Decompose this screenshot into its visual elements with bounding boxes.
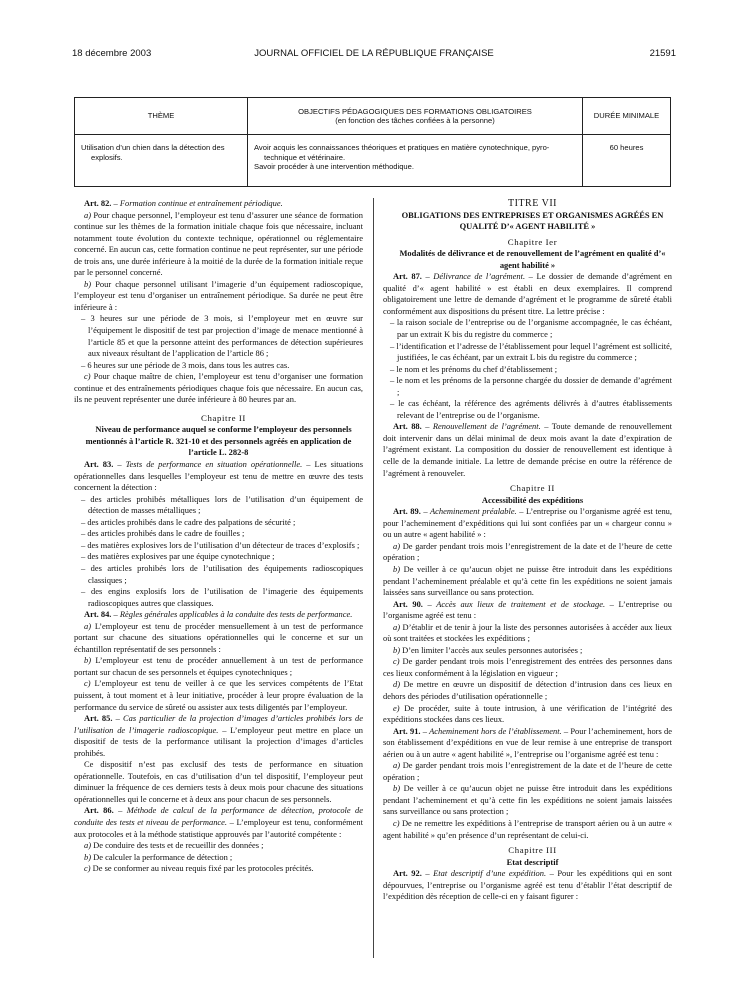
cell-obj-line3: Savoir procéder à une intervention méthodique. [254, 162, 414, 171]
cell-theme-line2: explosifs. [91, 152, 123, 162]
article-85-text: Art. 85. – Cas particulier de la projection d’images d’articles prohibés lors de l’utilisation de l’imagerie radioscopique. – L’employeur peut mettre en place un dispositif de tests de la performance utilisant la projection d’images d’articles prohibés. [74, 713, 364, 758]
article-89-text: Art. 89. – Acheminement préalable. – L’entreprise ou l’organisme agréé est tenu, pour l’acheminement d’expéditions qui lui sont confiées par un « chargeur connu » ou un autre « agent habilité » : [383, 506, 673, 540]
cell-obj-line1: Avoir acquis les connaissances théoriques et pratiques en matière cynotechnique, pyro- [254, 143, 550, 152]
article-91-text: Art. 91. – Acheminement hors de l’établissement. – Pour l’acheminement, hors de son établissement d’expéditions en vue de leur remise à une entreprise de transport aérien ou à un autre « agent habilité », l’entreprise ou l’organisme agréé est tenu : [383, 725, 672, 759]
list-item: – des articles prohibés dans le cadre de fouilles ; [81, 528, 245, 539]
article-90-para-c: c) De garder pendant trois mois l’enregistrement des entrées des personnes dans ces lieux conformément à la législation en vigueur ; [383, 656, 673, 678]
article-84-para-a: a) L’employeur est tenu de procéder mensuellement à un test de performance portant sur chacune des situations opérationnelles qui le concerne et sur un échantillon représentatif de ses personnels : [74, 620, 363, 654]
article-91-para-c: c) De ne remettre les expéditions à l’entreprise de transport aérien ou à un autre « agent habilité » qu’en présence d’un représentant de celui-ci. [383, 817, 673, 840]
titre-7-heading: TITRE VII [507, 198, 558, 209]
article-91-para-a: a) De garder pendant trois mois l’enregistrement de la date et de l’heure de cette opération ; [383, 760, 673, 782]
article-88-text: Art. 88. – Renouvellement de l’agrément. – Toute demande de renouvellement doit intervenir dans un délai minimal de deux mois avant la date d’expiration de l’agrément existant. La composition du dossier de renouvellement est identique à celle de la demande initiale. La lettre de demande précise en outre la référence de l’agrément à renouveler. [383, 421, 673, 478]
left-column [74, 198, 363, 875]
article-90-para-e: e) De procéder, suite à toute intrusion, à une vérification de l’intégrité des expéditions stockées dans ces lieux. [383, 702, 673, 725]
list-item: – 3 heures sur une période de 3 mois, si l’employeur met en œuvre sur l’équipement le dispositif de test par projection d’image de menace mentionné à l’article 85 et que la personne atteint des performances de détection supérieures aux niveaux résultant de l’application de l’article 86 ; [81, 313, 363, 359]
page-header [72, 48, 676, 62]
article-92-text: Art. 92. – Etat descriptif d’une expédition. – Pour les expéditions qui en sont dépourvues, l’entreprise ou l’organisme agréé est tenu d’établir l’état descriptif de l’expédition dès réception de celle-ci en y faisant figurer : [383, 868, 673, 902]
article-84-para-b: b) L’employeur est tenu de procéder annuellement à un test de performance portant sur chacun de ses personnels et équipes cynotechniques ; [74, 655, 363, 677]
article-90-para-a: a) D’établir et de tenir à jour la liste des personnes autorisées à accéder aux lieux où sont traitées et stockées les expéditions ; [383, 621, 673, 644]
article-84-heading: Art. 84. – Règles générales applicables à la conduite des tests de performance. [84, 609, 353, 620]
column-divider [373, 198, 374, 958]
article-84-para-c: c) L’employeur est tenu de veiller à ce que les services compétents de l’Etat puissent, à tout moment et à leur initiative, procéder à leur propre évaluation de la performance du service de sûreté ou assister aux tests diligentés par l’employeur. [74, 678, 364, 712]
article-89-para-a: a) De garder pendant trois mois l’enregistrement de la date et de l’heure de cette opération ; [383, 540, 673, 563]
article-90-para-d: d) De mettre en œuvre un dispositif de détection d’intrusion dans ces lieux en dehors des périodes d’utilisation opérationnelle ; [383, 679, 672, 701]
chapter-3-title: Etat descriptif [506, 856, 559, 867]
article-82-para-c: c) Pour chaque maître de chien, l’employeur est tenu d’organiser une formation continue et des entraînements périodiques chaque fois que nécessaire. En aucun cas, ils ne peuvent représenter une durée inférieure à 80 heures par an. [74, 371, 363, 405]
header-objectifs [248, 98, 583, 135]
list-item: – des matières explosives par une équipe cynotechnique ; [81, 551, 275, 562]
list-item: – des matières explosives lors de l’utilisation d’un détecteur de traces d’explosifs ; [81, 539, 360, 550]
article-82-para-a: a) Pour chaque personnel, l’employeur est tenu d’assurer une séance de formation continue sur les thèmes de la formation initiale chaque fois que nécessaire, incluant notamment toute évolution du contexte technique, opérationnel ou réglementaire concerné. En aucun cas, cette formation continue ne peut représenter, sur une période de trois ans, une durée inférieure à la moitié de la durée de la formation initiale reçue par le personnel concerné. [74, 209, 363, 278]
chapter-2-title-right: Accessibilité des expéditions [481, 494, 584, 505]
cell-duree: 60 heures [583, 135, 671, 187]
article-82-list [74, 313, 363, 371]
chapter-2-heading: Chapitre II [201, 412, 246, 423]
chapter-1-title: Modalités de délivrance et de renouvellement de l’agrément en qualité d’« agent habilité » [399, 248, 666, 270]
formation-table [74, 97, 671, 187]
article-87-text: Art. 87. – Délivrance de l’agrément. – Le dossier de demande d’agrément en qualité d’« agent habilité » est établi en deux exemplaires. Il comprend obligatoirement une lettre de demande d’agrément et le programme de sûreté établi conformément aux dispositions du présent titre. La lettre précise : [383, 271, 673, 316]
list-item: – 6 heures sur une période de 3 mois, dans tous les autres cas. [81, 359, 290, 370]
list-item: – des articles prohibés métalliques lors de l’utilisation d’un équipement de détection de masses métalliques ; [81, 493, 363, 516]
article-90-para-b: b) D’en limiter l’accès aux seules personnes autorisées ; [393, 644, 583, 655]
article-90-text: Art. 90. – Accès aux lieux de traitement et de stockage. – L’entreprise ou l’organisme agréé est tenu : [383, 598, 672, 621]
article-82-para-b: b) Pour chaque personnel utilisant l’imagerie d’un équipement radioscopique, l’employeur est tenu d’organiser un entraînement périodique. Sa durée ne peut être inférieure à : [74, 278, 363, 312]
cell-obj-line2: technique et vétérinaire. [264, 152, 346, 162]
article-85-para-2: Ce dispositif n’est pas exclusif des tests de performance en situation opérationnelle. Toutefois, en cas d’utilisation d’un tel dispositif, l’employeur peut diminuer la fréquence de ces derniers tests à deux mois pour chacune des situations opérationnelles qui le concerne et à deux ans pour chacun de ses personnels. [74, 759, 363, 804]
list-item: – des articles prohibés lors de l’utilisation des équipements radioscopiques classiques ; [81, 562, 363, 585]
header-objectifs-line2: (en fonction des tâches confiées à la personne) [335, 116, 495, 125]
header-duree: DURÉE MINIMALE [583, 98, 671, 135]
article-86-para-c: c) De se conformer au niveau requis fixé par les protocoles précités. [84, 863, 314, 874]
cell-objectifs [248, 135, 583, 187]
list-item: – l’identification et l’adresse de l’établissement pour lequel l’agrément est sollicité, justifiées, le cas échéant, par un extrait L bis du registre du commerce ; [390, 340, 672, 363]
article-87-list [383, 317, 672, 421]
header-date: 18 décembre 2003 [72, 48, 152, 59]
cell-theme [75, 135, 248, 187]
article-83-list [74, 494, 363, 609]
article-82-heading: Art. 82. – Formation continue et entraînement périodique. [84, 198, 283, 208]
cell-theme-line1: Utilisation d’un chien dans la détection des [81, 143, 225, 152]
article-83-text: Art. 83. – Tests de performance en situation opérationnelle. – Les situations opérationnelles dans lesquelles l’employeur est tenu de mettre en œuvre des tests concernent la détection : [74, 459, 364, 493]
table-row [75, 135, 671, 187]
right-column [383, 198, 672, 903]
chapter-2-title: Niveau de performance auquel se conforme l’employeur des personnels mentionnés à l’article R. 321-10 et des personnels agréés en application de l’article L. 282-8 [85, 424, 352, 458]
header-journal-title: JOURNAL OFFICIEL DE LA RÉPUBLIQUE FRANÇAISE [254, 48, 494, 59]
list-item: – la raison sociale de l’entreprise ou de l’organisme accompagnée, le cas échéant, par un extrait K bis du registre du commerce ; [390, 317, 672, 340]
chapter-1-heading: Chapitre Ier [507, 236, 558, 247]
chapter-3-heading: Chapitre III [508, 845, 557, 856]
list-item: – des articles prohibés dans le cadre des palpations de sécurité ; [81, 516, 296, 527]
list-item: – le nom et les prénoms de la personne chargée du dossier de demande d’agrément ; [390, 375, 672, 397]
article-86-text: Art. 86. – Méthode de calcul de la performance de détection, protocole de conduite des tests et niveau de performance. – L’employeur est tenu, conformément aux protocoles et à la méthode statistique approuvés par l’autorité compétente : [74, 805, 363, 839]
list-item: – des engins explosifs lors de l’utilisation de l’imagerie des équipements radioscopiques autres que classiques. [81, 586, 363, 608]
header-theme: THÈME [75, 98, 248, 135]
list-item: – le nom et les prénoms du chef d’établissement ; [390, 363, 558, 374]
header-page-number: 21591 [649, 48, 676, 59]
article-89-para-b: b) De veiller à ce qu’aucun objet ne puisse être introduit dans les expéditions pendant l’acheminement préalable et qu’à cette fin les expéditions ne soient jamais laissées sans surveillance ou sans protection. [383, 563, 673, 598]
article-86-para-a: a) De conduire des tests et de recueillir des données ; [84, 840, 264, 851]
list-item: – le cas échéant, la référence des agréments délivrés à d’autres établissements relevant de l’entreprise ou de l’organisme. [390, 398, 672, 420]
chapter-2-heading-right: Chapitre II [510, 483, 555, 494]
article-86-para-b: b) De calculer la performance de détection ; [84, 851, 233, 862]
table-header-row [75, 98, 671, 135]
header-objectifs-line1: OBJECTIFS PÉDAGOGIQUES DES FORMATIONS OBLIGATOIRES [298, 106, 532, 116]
titre-7-title: OBLIGATIONS DES ENTREPRISES ET ORGANISMES AGRÉÉS EN QUALITÉ D’« AGENT HABILITÉ » [401, 209, 664, 232]
article-91-para-b: b) De veiller à ce qu’aucun objet ne puisse être introduit dans les expéditions pendant l’acheminement et qu’à cette fin les expéditions ne soient jamais laissées sans surveillance ou sans protection ; [383, 783, 673, 817]
